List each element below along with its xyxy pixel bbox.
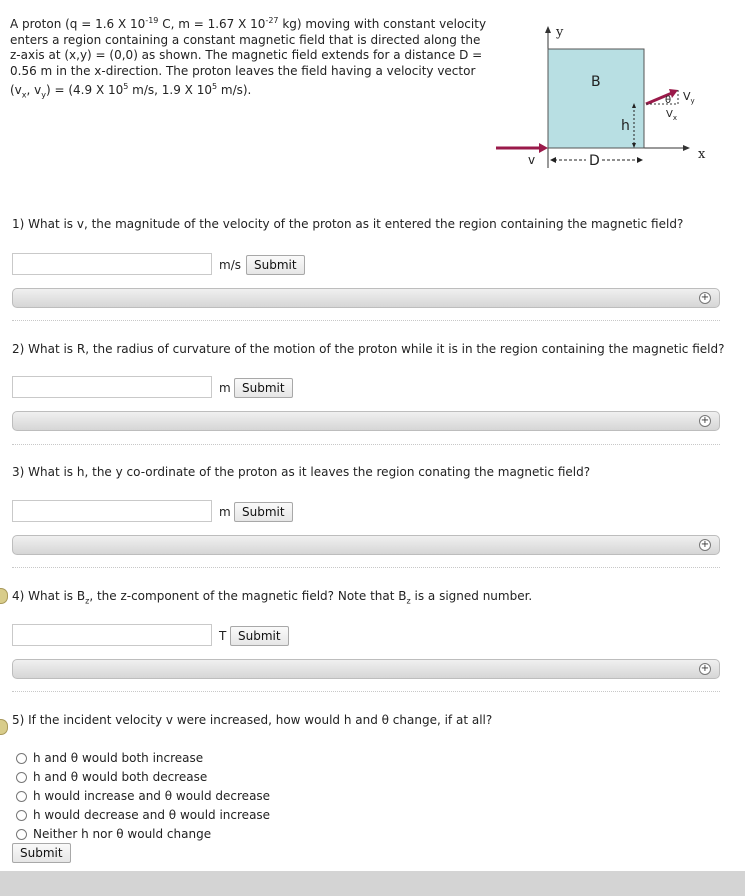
problem-text: , v bbox=[26, 83, 42, 97]
divider bbox=[12, 444, 720, 445]
radio-button[interactable] bbox=[16, 791, 27, 802]
plus-icon[interactable]: + bbox=[700, 292, 710, 303]
magnetic-field-diagram bbox=[490, 18, 730, 178]
question-3-unit: m bbox=[219, 505, 231, 519]
h-label: h bbox=[621, 118, 630, 134]
question-2-answer-input[interactable] bbox=[12, 376, 212, 398]
question-5-submit-button[interactable]: Submit bbox=[12, 843, 71, 863]
question-4-text: 4) What is B bbox=[12, 589, 86, 603]
question-2-hint-bar[interactable] bbox=[12, 411, 720, 431]
subscript: x bbox=[21, 90, 27, 100]
question-1-unit: m/s bbox=[219, 258, 241, 272]
question-4-answer-input[interactable] bbox=[12, 624, 212, 646]
option-label: h would decrease and θ would increase bbox=[33, 808, 271, 822]
question-1-answer-input[interactable] bbox=[12, 253, 212, 275]
exponent: -19 bbox=[145, 16, 159, 25]
subscript: z bbox=[406, 596, 411, 606]
footer-bar bbox=[0, 871, 745, 896]
problem-text: kg) moving with constant velocity enters a region containing a constant magnetic field that is directed along the z-axis at (x,y) = (0,0) as shown. The magnetic field extends for a distance D = 0.56 m in the x-direction. The proton leaves the field having a velocity vector (v bbox=[10, 17, 487, 97]
divider bbox=[12, 691, 720, 692]
option-3[interactable] bbox=[16, 789, 270, 803]
question-1-hint-bar[interactable] bbox=[12, 288, 720, 308]
option-label: h would increase and θ would decrease bbox=[33, 789, 271, 803]
option-1[interactable] bbox=[16, 751, 203, 765]
option-5[interactable] bbox=[16, 827, 211, 841]
question-3-answer-input[interactable] bbox=[12, 500, 212, 522]
question-2-unit: m bbox=[219, 381, 231, 395]
question-4-label bbox=[12, 589, 532, 605]
option-2[interactable] bbox=[16, 770, 207, 784]
y-axis-arrowhead bbox=[545, 26, 551, 33]
option-4[interactable] bbox=[16, 808, 270, 822]
question-3-hint-bar[interactable] bbox=[12, 535, 720, 555]
option-label: Neither h nor θ would change bbox=[33, 827, 212, 841]
question-3-label: 3) What is h, the y co-ordinate of the proton as it leaves the region conating the magnetic field? bbox=[12, 465, 591, 479]
question-5-label: 5) If the incident velocity v were increased, how would h and θ change, if at all? bbox=[12, 713, 493, 727]
incident-arrowhead bbox=[539, 143, 548, 153]
divider bbox=[12, 567, 720, 568]
divider bbox=[12, 320, 720, 321]
field-label: B bbox=[591, 74, 601, 90]
exponent: -27 bbox=[265, 16, 279, 25]
problem-text: A proton (q = 1.6 X 10 bbox=[10, 17, 146, 31]
d-label: D bbox=[589, 153, 600, 169]
radio-button[interactable] bbox=[16, 753, 27, 764]
hint-tab-icon[interactable] bbox=[0, 588, 8, 604]
question-4-text: is a signed number. bbox=[410, 589, 533, 603]
y-axis-label: y bbox=[556, 25, 564, 40]
d-arrowhead-right bbox=[637, 157, 643, 163]
radio-button[interactable] bbox=[16, 772, 27, 783]
problem-text: C, m = 1.67 X 10 bbox=[158, 17, 266, 31]
question-1-label: 1) What is v, the magnitude of the velocity of the proton as it entered the region containing the magnetic field? bbox=[12, 217, 684, 231]
question-4-unit: T bbox=[219, 629, 227, 643]
theta-label: θ bbox=[665, 95, 672, 106]
plus-icon[interactable]: + bbox=[700, 539, 710, 550]
option-label: h and θ would both decrease bbox=[33, 770, 208, 784]
vy-label: $V_y$ bbox=[683, 90, 695, 105]
radio-button[interactable] bbox=[16, 829, 27, 840]
option-label: h and θ would both increase bbox=[33, 751, 204, 765]
x-axis-arrowhead bbox=[683, 145, 690, 151]
question-3-submit-button[interactable]: Submit bbox=[234, 502, 293, 522]
d-arrowhead-left bbox=[550, 157, 556, 163]
v-label: v bbox=[528, 153, 536, 167]
exponent: 5 bbox=[211, 82, 218, 91]
plus-icon[interactable]: + bbox=[700, 663, 710, 674]
subscript: y bbox=[41, 90, 46, 100]
hint-tab-icon[interactable] bbox=[0, 719, 8, 735]
question-1-submit-button[interactable]: Submit bbox=[246, 255, 305, 275]
x-axis-label: x bbox=[698, 147, 706, 162]
radio-button[interactable] bbox=[16, 810, 27, 821]
subscript: z bbox=[85, 596, 90, 606]
problem-text: ) = (4.9 X 10 bbox=[46, 83, 124, 97]
problem-text: m/s, 1.9 X 10 bbox=[128, 83, 212, 97]
question-4-text: , the z-component of the magnetic field? Note that B bbox=[89, 589, 407, 603]
question-2-submit-button[interactable]: Submit bbox=[234, 378, 293, 398]
exponent: 5 bbox=[123, 82, 129, 91]
question-4-submit-button[interactable]: Submit bbox=[230, 626, 289, 646]
question-4-hint-bar[interactable] bbox=[12, 659, 720, 679]
problem-statement bbox=[10, 13, 490, 103]
plus-icon[interactable]: + bbox=[700, 415, 710, 426]
problem-text: m/s). bbox=[217, 83, 252, 97]
question-2-label: 2) What is R, the radius of curvature of the motion of the proton while it is in the region containing the magnetic field? bbox=[12, 342, 725, 356]
vx-label: $V_x$ bbox=[666, 109, 677, 122]
